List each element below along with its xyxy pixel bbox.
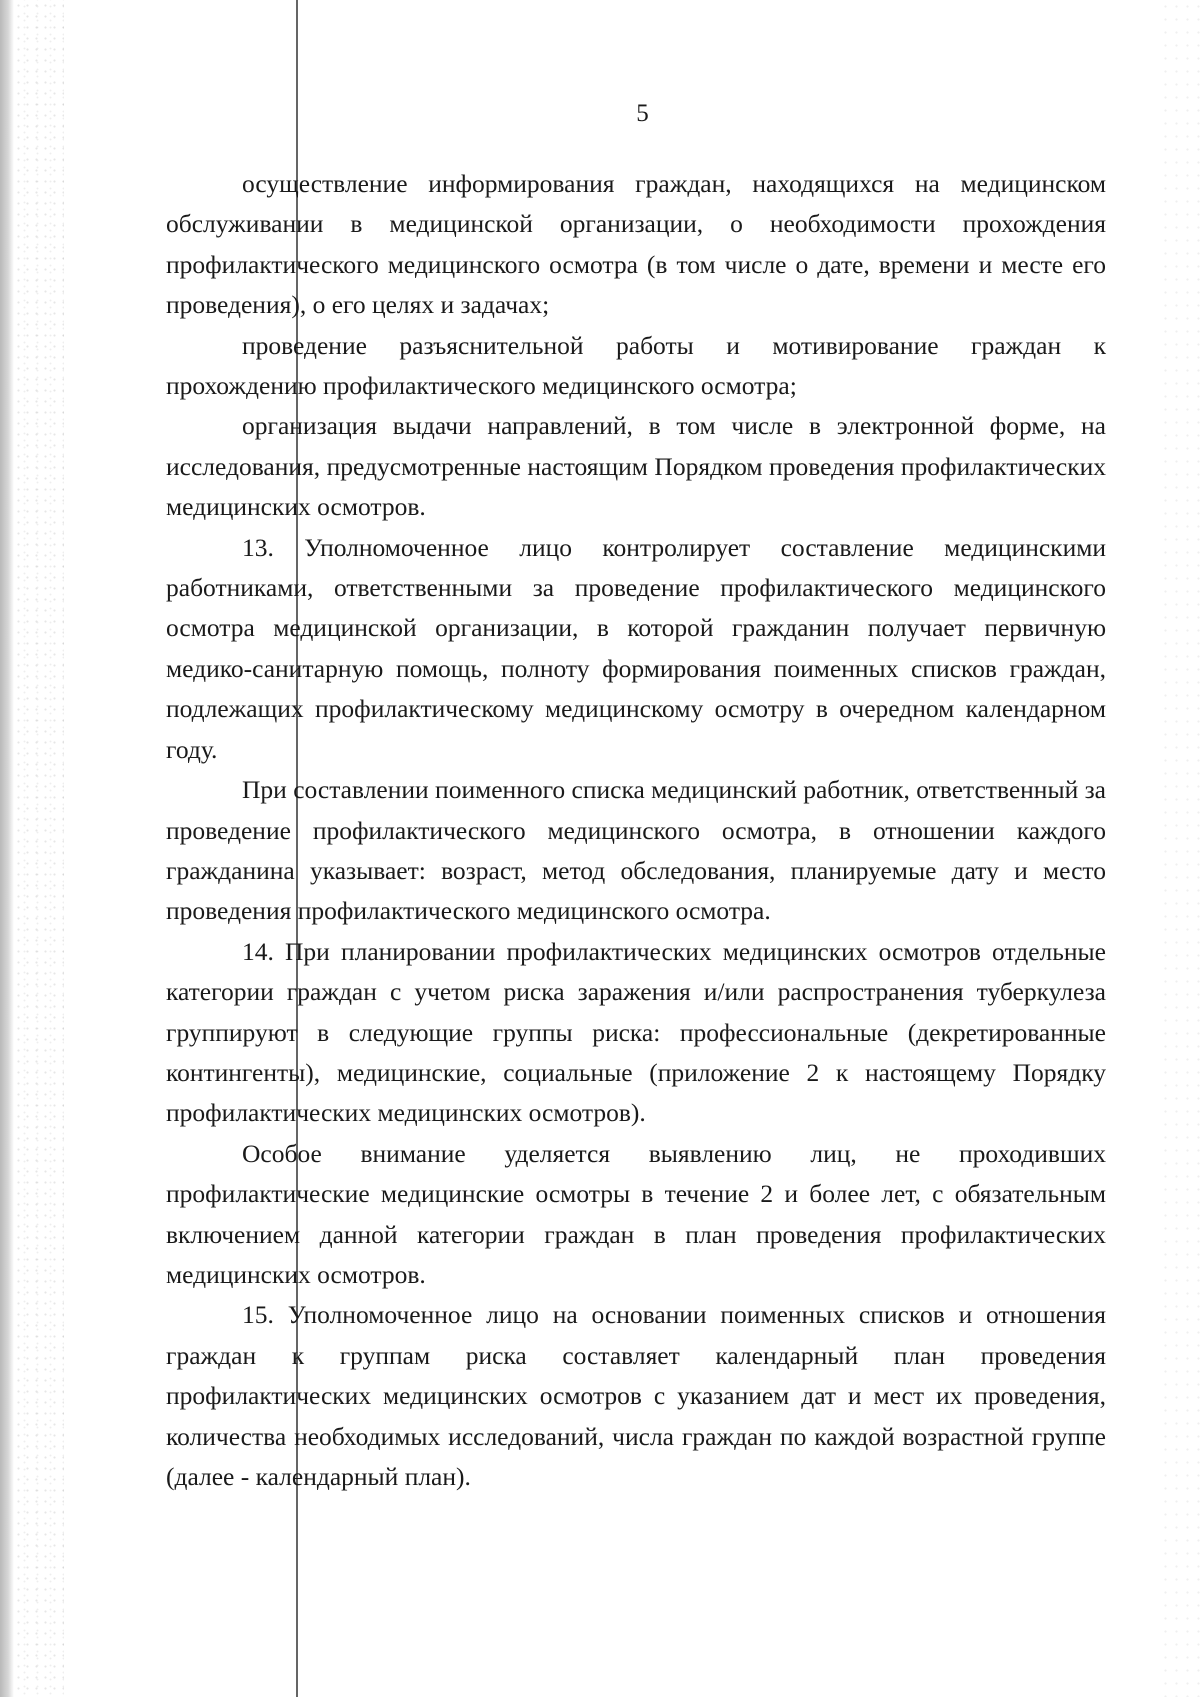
paragraph-informing: осуществление информирования граждан, находящихся на медицинском обслуживании в медицинской организации, о необходимости прохождения профилактического медицинского осмотра (в том числе о дате, времени и месте его проведения), о его целях и задачах; [166,169,1106,320]
scan-right-speckle [1160,0,1200,1697]
paragraph-name-list: При составлении поименного списка медицинский работник, ответственный за проведение профилактического медицинского осмотра, в отношении каждого гражданина указывает: возраст, метод обследования, планируемые дату и место проведения профилактического медицинского осмотра. [166,775,1106,926]
paragraph-item-15: 15. Уполномоченное лицо на основании поименных списков и отношения граждан к группам риска составляет календарный план проведения профилактических медицинских осмотров с указанием дат и мест их проведения, количества необходимых исследований, числа граждан по каждой возрастной группе (далее - календарный план). [166,1300,1106,1491]
document-body [166,164,1106,1497]
paragraph-referrals: организация выдачи направлений, в том числе в электронной форме, на исследования, предусмотренные настоящим Порядком проведения профилактических медицинских осмотров. [166,411,1106,522]
scan-left-speckle [14,0,64,1697]
scan-left-edge-shadow [0,0,14,1697]
paragraph-special-attention: Особое внимание уделяется выявлению лиц, не проходивших профилактические медицинские осмотры в течение 2 и более лет, с обязательным включением данной категории граждан в план проведения профилактических медицинских осмотров. [166,1138,1106,1289]
page-number: 5 [636,100,649,127]
paragraph-item-14: 14. При планировании профилактических медицинских осмотров отдельные категории граждан с учетом риска заражения и/или распространения туберкулеза группируют в следующие группы риска: профессиональные (декретированные контингенты), медицинские, социальные (приложение 2 к настоящему Порядку профилактических медицинских осмотров). [166,936,1106,1128]
paragraph-item-13: 13. Уполномоченное лицо контролирует составление медицинскими работниками, ответственными за проведение профилактического медицинского осмотра медицинской организации, в которой гражданин получает первичную медико-санитарную помощь, полноту формирования поименных списков граждан, подлежащих профилактическому медицинскому осмотру в очередном календарном году. [166,532,1106,764]
paragraph-explanatory-work: проведение разъяснительной работы и мотивирование граждан к прохождению профилактического медицинского осмотра; [166,330,1106,401]
